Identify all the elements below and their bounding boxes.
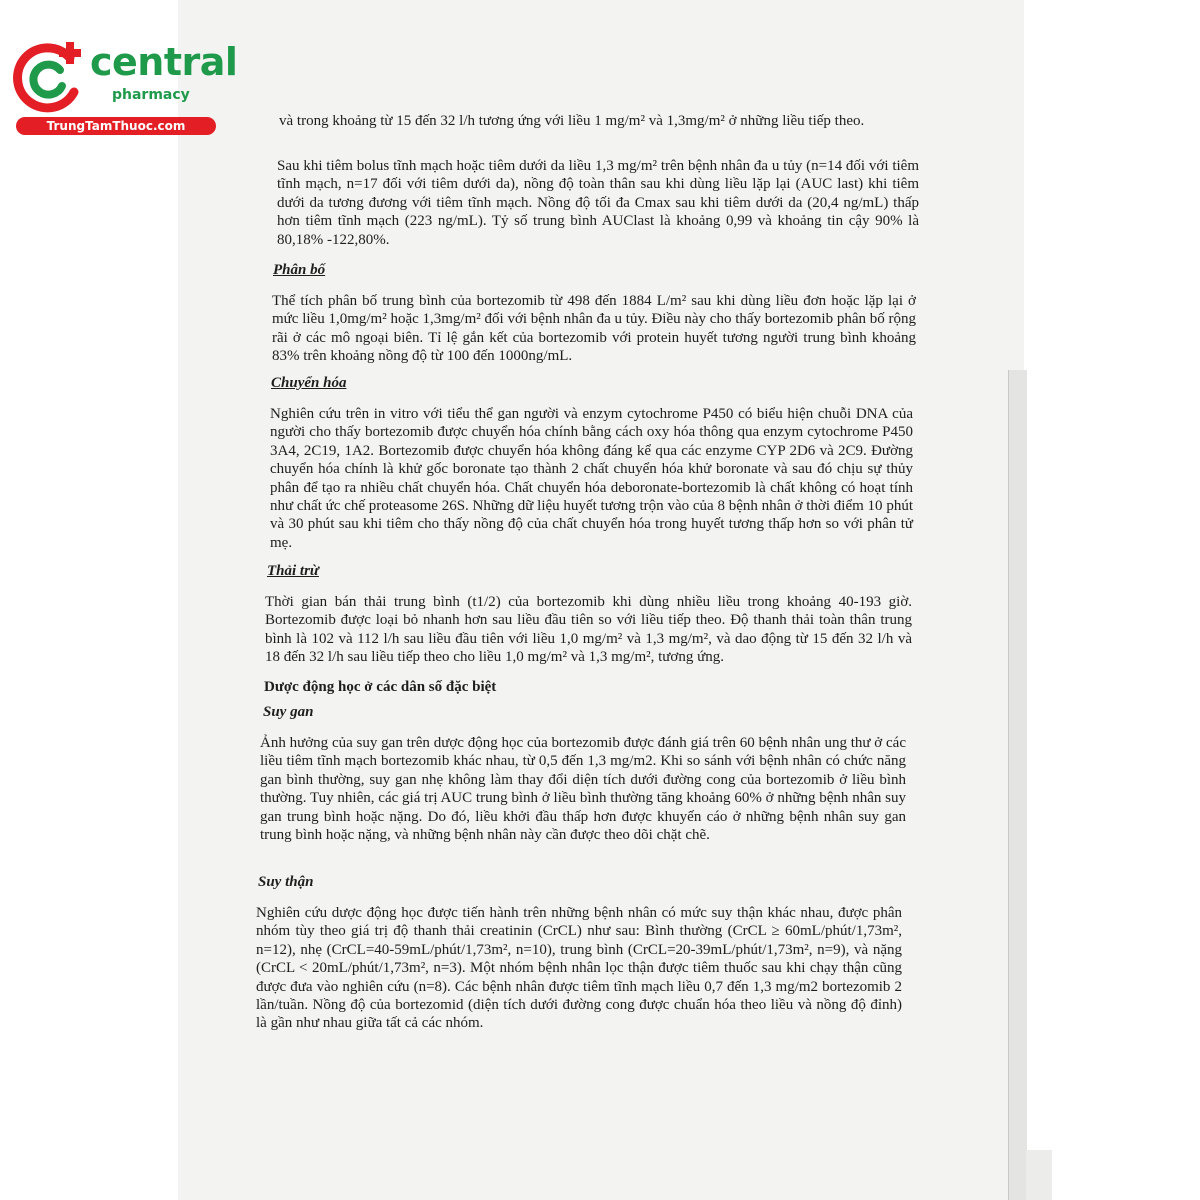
logo-website-badge: TrungTamThuoc.com (16, 117, 216, 135)
heading-elimination: Thải trừ (267, 563, 319, 579)
paragraph-dose-range: và trong khoảng từ 15 đến 32 l/h tương ứng với liều 1 mg/m² và 1,3mg/m² ở những liều tiếp theo. (279, 113, 865, 129)
heading-renal-impairment: Suy thận (258, 874, 314, 890)
heading-distribution: Phân bố (273, 262, 326, 278)
paragraph-hepatic-impairment: Ảnh hưởng của suy gan trên dược động học của bortezomib được đánh giá trên 60 bệnh nhân ung thư ở các liều tiêm tĩnh mạch bortezomib khác nhau, từ 0,5 đến 1,3 mg/m2. Khi so sánh với bệnh nhân có chức năng gan bình thường, suy gan nhẹ không làm thay đổi diện tích dưới đường cong của bortezomib ở liều bình thường. Tuy nhiên, các giá trị AUC trung bình ở liều bình thường tăng khoảng 60% ở những bệnh nhân suy gan trung bình hoặc nặng. Do đó, liều khởi đầu thấp hơn được khuyến cáo ở những bệnh nhân suy gan trung bình hoặc nặng, và những bệnh nhân này cần được theo dõi chặt chẽ. (260, 735, 906, 844)
paragraph-elimination: Thời gian bán thải trung bình (t1/2) của bortezomib khi dùng nhiều liều trong khoảng 40-193 giờ. Bortezomib được loại bỏ nhanh hơn sau liều đầu tiên so với liều tiếp theo. Độ thanh thải toàn thân trung bình là 102 và 112 l/h sau liều đầu tiên với liều 1,0 mg/m² và 1,3 mg/m², và dao động từ 15 đến 32 l/h và 18 đến 32 l/h sau liều tiếp theo cho liều 1,0 mg/m² và 1,3 mg/m², tương ứng. (265, 594, 912, 666)
paragraph-bolus-injection: Sau khi tiêm bolus tĩnh mạch hoặc tiêm dưới da liều 1,3 mg/m² trên bệnh nhân đa u tủy (n=14 đối với tiêm tĩnh mạch, n=17 đối với tiêm dưới da), nồng độ toàn thân sau khi dùng liều lặp lại (AUC last) khi tiêm dưới da tương đương với tiêm tĩnh mạch. Nồng độ tối đa Cmax sau khi tiêm dưới da (20,4 ng/mL) thấp hơn tiêm tĩnh mạch (223 ng/mL). Tỷ số trung bình AUClast là khoảng 0,99 và khoảng tin cậy 90% là 80,18% -122,80%. (277, 158, 919, 248)
heading-hepatic-impairment: Suy gan (263, 704, 314, 720)
heading-special-populations: Dược động học ở các dân số đặc biệt (264, 679, 497, 695)
logo-brand-subtitle: pharmacy (112, 87, 190, 103)
heading-metabolism: Chuyển hóa (271, 375, 347, 391)
paragraph-distribution: Thể tích phân bố trung bình của bortezomib từ 498 đến 1884 L/m² sau khi dùng liều đơn hoặc lặp lại ở mức liều 1,0mg/m² hoặc 1,3mg/m² đối với bệnh nhân đa u tủy. Điều này cho thấy bortezomib phân bố rộng rãi ở các mô ngoại biên. Tỉ lệ gắn kết của bortezomib với protein huyết tương người trung bình khoảng 83% trên khoảng nồng độ từ 100 đến 1000ng/mL. (272, 293, 916, 365)
paragraph-renal-impairment: Nghiên cứu dược động học được tiến hành trên những bệnh nhân có mức suy thận khác nhau, được phân nhóm tùy theo giá trị độ thanh thải creatinin (CrCL) như sau: Bình thường (CrCL ≥ 60mL/phút/1,73m², n=12), nhẹ (CrCL=40-59mL/phút/1,73m², n=10), trung bình (CrCL=20-39mL/phút/1,73m², n=9), và nặng (CrCL < 20mL/phút/1,73m², n=3). Một nhóm bệnh nhân lọc thận được tiêm thuốc sau khi chạy thận cũng được đưa vào nghiên cứu (n=8). Các bệnh nhân được tiêm tĩnh mạch liều 0,7 đến 1,3 mg/m2 bortezomib 2 lần/tuần. Nồng độ của bortezomid (diện tích dưới đường cong được chuẩn hóa theo liều và nồng độ đỉnh) là gần như nhau giữa tất cả các nhóm. (256, 905, 902, 1032)
paragraph-metabolism: Nghiên cứu trên in vitro với tiểu thể gan người và enzym cytochrome P450 có biểu hiện chuỗi DNA của người cho thấy bortezomib được chuyển hóa chính bằng cách oxy hóa thông qua enzym cytochrome P450 3A4, 2C19, 1A2. Bortezomib được chuyển hóa không đáng kể qua các enzyme CYP 2D6 và 2C9. Đường chuyển hóa chính là khử gốc boronate tạo thành 2 chất chuyển hóa khử boronate và sau đó chịu sự thủy phân để tạo ra nhiều chất chuyển hóa. Chất chuyển hóa deboronate-bortezomib là chất không có hoạt tính như chất ức chế proteasome 26S. Những dữ liệu huyết tương trộn vào của 8 bệnh nhân ở thời điểm 10 phút và 30 phút sau khi tiêm cho thấy nồng độ của chất chuyển hóa trong huyết tương thấp hơn so với phân tử mẹ. (270, 406, 913, 551)
logo-brand-name: central (90, 40, 238, 84)
